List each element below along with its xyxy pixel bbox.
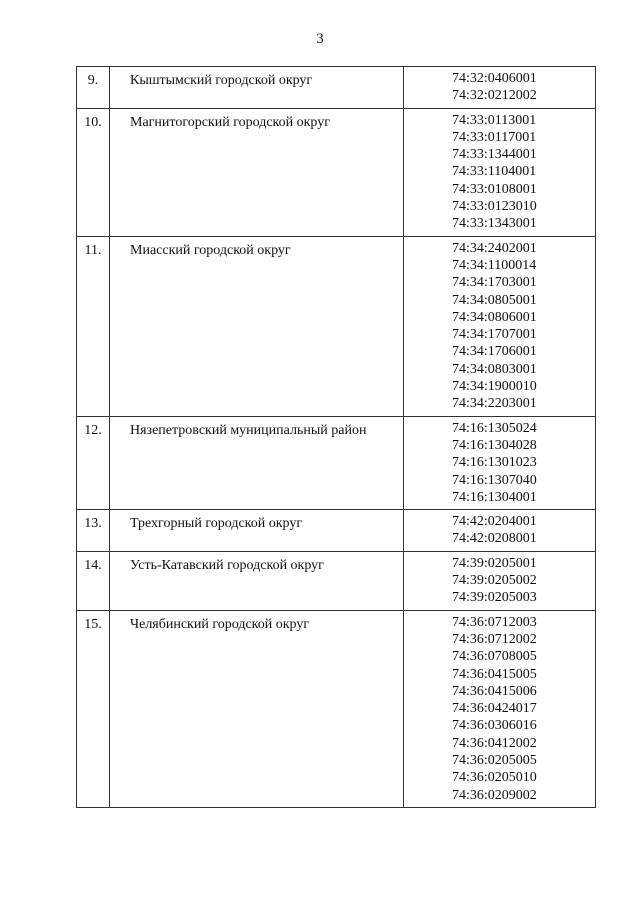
row-number: 10. [77,108,110,236]
municipality-name: Магнитогорский городской округ [110,108,404,236]
municipality-name: Кыштымский городской округ [110,67,404,109]
cadastral-codes-cell [404,416,596,509]
cadastral-code: 74:16:1304028 [452,437,537,453]
table-row [77,551,596,610]
row-number: 12. [77,416,110,509]
cadastral-code: 74:36:0712002 [452,631,537,647]
cadastral-code: 74:39:0205002 [452,573,537,589]
table-row [77,610,596,807]
table-row [77,67,596,109]
cadastral-code: 74:34:1100014 [452,257,537,273]
cadastral-code: 74:39:0205003 [452,590,537,606]
cadastral-code: 74:33:0123010 [452,199,537,215]
municipality-name: Миасский городской округ [110,236,404,416]
cadastral-code: 74:36:0708005 [452,649,537,665]
cadastral-code: 74:36:0424017 [452,701,537,717]
row-number: 13. [77,510,110,552]
cadastral-code: 74:34:1707001 [452,327,537,343]
cadastral-code: 74:39:0205001 [452,555,537,571]
cadastral-codes-cell [404,551,596,610]
cadastral-code: 74:33:1343001 [452,216,537,232]
row-number: 15. [77,610,110,807]
cadastral-codes-cell [404,108,596,236]
cadastral-code: 74:34:1900010 [452,379,537,395]
cadastral-code: 74:32:0212002 [452,88,537,104]
table-row [77,108,596,236]
cadastral-code: 74:16:1301023 [452,455,537,471]
cadastral-codes-cell [404,236,596,416]
cadastral-code: 74:32:0406001 [452,71,537,86]
cadastral-code: 74:34:1706001 [452,344,537,360]
cadastral-code: 74:36:0209002 [452,787,537,803]
cadastral-code: 74:36:0412002 [452,735,537,751]
cadastral-table [76,66,596,808]
table-row [77,236,596,416]
cadastral-codes-cell [404,510,596,552]
table-row [77,510,596,552]
cadastral-code: 74:34:0805001 [452,292,537,308]
row-number: 14. [77,551,110,610]
cadastral-code: 74:36:0205005 [452,752,537,768]
cadastral-code: 74:34:0806001 [452,309,537,325]
municipality-name: Челябинский городской округ [110,610,404,807]
cadastral-codes-cell [404,67,596,109]
cadastral-code: 74:36:0205010 [452,770,537,786]
municipality-name: Нязепетровский муниципальный район [110,416,404,509]
cadastral-code: 74:36:0306016 [452,718,537,734]
cadastral-code: 74:42:0208001 [452,531,537,547]
cadastral-code: 74:36:0415006 [452,683,537,699]
municipality-name: Трехгорный городской округ [110,510,404,552]
cadastral-code: 74:16:1304001 [452,489,537,505]
row-number: 9. [77,67,110,109]
municipality-name: Усть-Катавский городской округ [110,551,404,610]
cadastral-code: 74:16:1305024 [452,420,537,436]
cadastral-code: 74:33:1344001 [452,147,537,163]
cadastral-codes-cell [404,610,596,807]
cadastral-code: 74:36:0712003 [452,614,537,630]
table-body [77,67,596,808]
cadastral-code: 74:34:1703001 [452,275,537,291]
table-row [77,416,596,509]
cadastral-code: 74:34:0803001 [452,361,537,377]
cadastral-code: 74:34:2402001 [452,240,537,256]
cadastral-code: 74:33:0108001 [452,181,537,197]
page-number: 3 [316,31,324,47]
row-number: 11. [77,236,110,416]
cadastral-code: 74:42:0204001 [452,514,537,530]
cadastral-code: 74:16:1307040 [452,472,537,488]
cadastral-code: 74:33:1104001 [452,164,537,180]
cadastral-code: 74:34:2203001 [452,396,537,412]
cadastral-code: 74:33:0117001 [452,129,537,145]
cadastral-code: 74:33:0113001 [452,112,537,128]
cadastral-code: 74:36:0415005 [452,666,537,682]
